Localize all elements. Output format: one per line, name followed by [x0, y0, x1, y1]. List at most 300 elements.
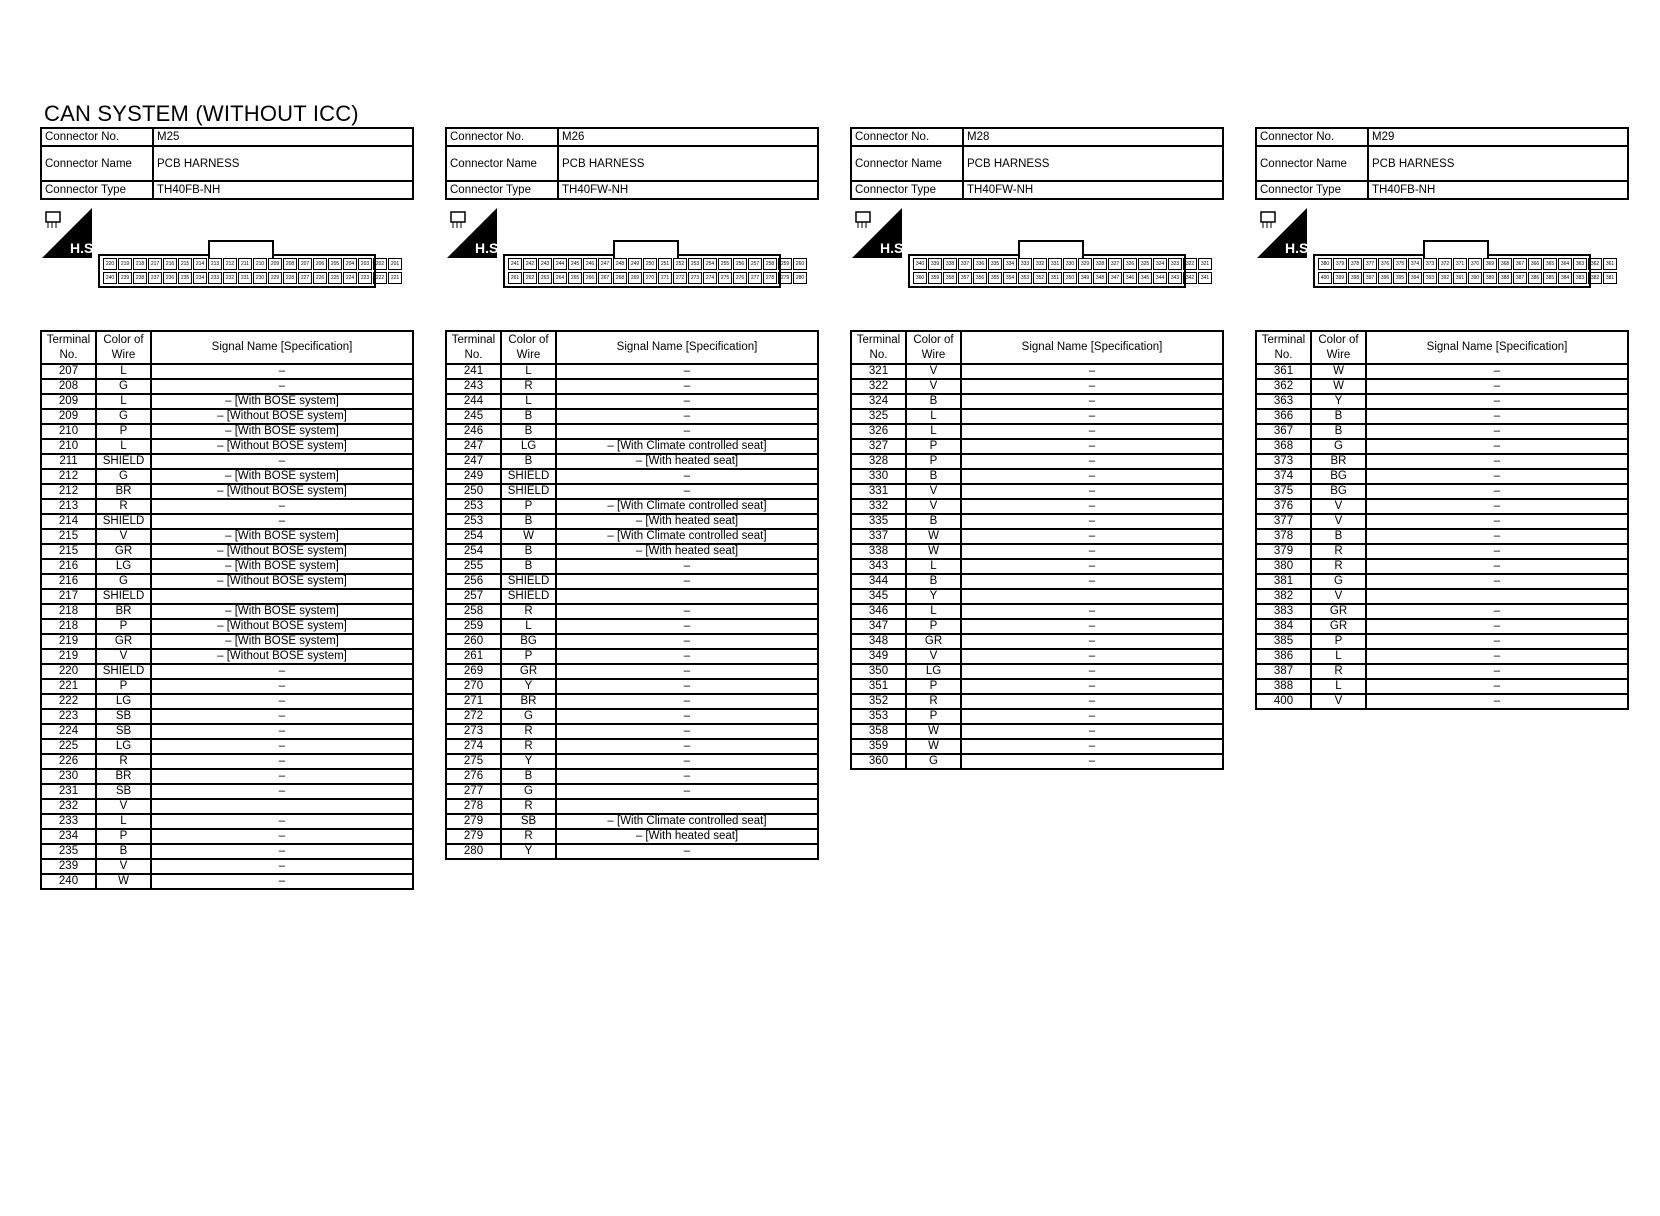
cavity: 381: [1603, 272, 1617, 284]
table-row: [41, 529, 413, 544]
signal-name: –: [1366, 604, 1628, 619]
terminal-no: 274: [446, 739, 501, 754]
wire-color: P: [1311, 634, 1366, 649]
terminal-no: 207: [41, 364, 96, 379]
color-of-wire-header: Color of Wire: [96, 331, 151, 364]
cavity: 394: [1408, 272, 1422, 284]
table-row: [446, 634, 818, 649]
wire-color: R: [1311, 559, 1366, 574]
cavity: 345: [1138, 272, 1152, 284]
wire-color: P: [96, 619, 151, 634]
signal-name: – [With Climate controlled seat]: [556, 439, 818, 454]
terminal-no: 246: [446, 424, 501, 439]
terminal-no: 245: [446, 409, 501, 424]
terminal-no: 232: [41, 799, 96, 814]
cavity: 201: [388, 258, 402, 270]
table-row: [41, 454, 413, 469]
cavity: 337: [958, 258, 972, 270]
signal-name: –: [151, 694, 413, 709]
wire-color: V: [906, 484, 961, 499]
cavity: 257: [748, 258, 762, 270]
cavity: 202: [373, 258, 387, 270]
cavity: 251: [658, 258, 672, 270]
cavity: 361: [1603, 258, 1617, 270]
terminal-no-header: Terminal No.: [41, 331, 96, 364]
terminal-no: 383: [1256, 604, 1311, 619]
terminal-no: 324: [851, 394, 906, 409]
terminal-no: 226: [41, 754, 96, 769]
connector-body: [98, 254, 400, 288]
terminal-no: 231: [41, 784, 96, 799]
table-row: [851, 394, 1223, 409]
signal-name: –: [151, 739, 413, 754]
table-row: [851, 439, 1223, 454]
wire-color: R: [501, 739, 556, 754]
signal-name: –: [151, 379, 413, 394]
table-row: [1256, 439, 1628, 454]
connector-type-label: Connector Type: [851, 181, 963, 199]
signal-name: – [With heated seat]: [556, 829, 818, 844]
signal-name: –: [151, 514, 413, 529]
signal-name: – [Without BOSE system]: [151, 439, 413, 454]
terminal-no: 332: [851, 499, 906, 514]
cavity: 215: [178, 258, 192, 270]
terminal-no: 326: [851, 424, 906, 439]
table-row: [851, 454, 1223, 469]
signal-name: –: [961, 634, 1223, 649]
cavity: 330: [1063, 258, 1077, 270]
terminal-no: 222: [41, 694, 96, 709]
wire-color: P: [501, 499, 556, 514]
connector-lock-tab: [1018, 240, 1084, 258]
cavity: 252: [673, 258, 687, 270]
signal-name: –: [1366, 484, 1628, 499]
connector-name-value: PCB HARNESS: [153, 146, 413, 181]
terminal-no: 385: [1256, 634, 1311, 649]
signal-name: –: [151, 499, 413, 514]
wire-color: L: [906, 604, 961, 619]
wire-color: L: [96, 394, 151, 409]
connector-header: [445, 127, 819, 200]
connector-header: [850, 127, 1224, 200]
table-row: [446, 754, 818, 769]
wire-color: L: [1311, 649, 1366, 664]
connector-lock-tab: [208, 240, 274, 258]
wire-color: R: [96, 499, 151, 514]
cavity: 338: [943, 258, 957, 270]
signal-name: –: [151, 874, 413, 889]
wire-color: LG: [501, 439, 556, 454]
wire-color: B: [906, 394, 961, 409]
wire-color: R: [501, 724, 556, 739]
wire-color: L: [906, 409, 961, 424]
cavity: 329: [1078, 258, 1092, 270]
cavity: 386: [1528, 272, 1542, 284]
terminal-no: 374: [1256, 469, 1311, 484]
cavity: 277: [748, 272, 762, 284]
cavity: 327: [1108, 258, 1122, 270]
signal-name: – [With Climate controlled seat]: [556, 499, 818, 514]
cavity: 261: [508, 272, 522, 284]
table-row: [446, 589, 818, 604]
terminal-no: 209: [41, 394, 96, 409]
signal-name: – [With BOSE system]: [151, 604, 413, 619]
signal-name: [556, 799, 818, 814]
signal-name: –: [556, 634, 818, 649]
cavity: 268: [613, 272, 627, 284]
terminal-no: 379: [1256, 544, 1311, 559]
table-row: [1256, 394, 1628, 409]
wire-color: R: [501, 379, 556, 394]
signal-name: –: [1366, 439, 1628, 454]
cavity: 218: [133, 258, 147, 270]
cavity: 324: [1153, 258, 1167, 270]
terminal-no: 218: [41, 604, 96, 619]
table-row: [1256, 544, 1628, 559]
terminal-no: 361: [1256, 364, 1311, 379]
signal-name: –: [1366, 454, 1628, 469]
wire-color: BR: [1311, 454, 1366, 469]
signal-name: –: [556, 844, 818, 859]
terminal-no: 254: [446, 544, 501, 559]
signal-name: –: [961, 379, 1223, 394]
wire-color: P: [501, 649, 556, 664]
cavity: 358: [943, 272, 957, 284]
signal-name: –: [556, 379, 818, 394]
wire-color: SB: [96, 784, 151, 799]
signal-name: – [With heated seat]: [556, 544, 818, 559]
signal-name: –: [1366, 364, 1628, 379]
terminal-no: 368: [1256, 439, 1311, 454]
table-row: [1256, 574, 1628, 589]
signal-name: –: [151, 829, 413, 844]
cavity: 374: [1408, 258, 1422, 270]
cavity: 389: [1483, 272, 1497, 284]
table-row: [1256, 559, 1628, 574]
signal-name: –: [556, 424, 818, 439]
wire-color: SHIELD: [501, 589, 556, 604]
terminal-no: 270: [446, 679, 501, 694]
cavity: 273: [688, 272, 702, 284]
cavity: 246: [583, 258, 597, 270]
wire-color: G: [906, 754, 961, 769]
signal-name-header: Signal Name [Specification]: [1366, 331, 1628, 364]
wire-color: R: [906, 694, 961, 709]
table-row: [41, 844, 413, 859]
wire-color: B: [906, 574, 961, 589]
signal-name: –: [556, 709, 818, 724]
terminal-no: 328: [851, 454, 906, 469]
signal-name: [556, 589, 818, 604]
table-row: [446, 469, 818, 484]
signal-name: [151, 799, 413, 814]
cavity: 237: [148, 272, 162, 284]
wire-color: BR: [96, 484, 151, 499]
cavity: 335: [988, 258, 1002, 270]
cavity: 263: [538, 272, 552, 284]
signal-name: –: [556, 679, 818, 694]
table-row: [851, 634, 1223, 649]
terminal-no: 350: [851, 664, 906, 679]
table-row: [446, 529, 818, 544]
wire-color: G: [1311, 574, 1366, 589]
connector-no-label: Connector No.: [41, 128, 153, 146]
connector-name-label: Connector Name: [41, 146, 153, 181]
cavity: 207: [298, 258, 312, 270]
signal-name: –: [556, 469, 818, 484]
terminal-no: 345: [851, 589, 906, 604]
connector-type-value: TH40FW-NH: [558, 181, 818, 199]
table-row: [41, 859, 413, 874]
terminal-table: [850, 330, 1224, 770]
cavity: 226: [313, 272, 327, 284]
table-row: [1256, 679, 1628, 694]
signal-name: –: [151, 784, 413, 799]
table-row: [41, 484, 413, 499]
cavity: 214: [193, 258, 207, 270]
wire-color: SHIELD: [96, 514, 151, 529]
signal-name: [961, 589, 1223, 604]
terminal-no: 210: [41, 439, 96, 454]
hs-badge-label: H.S.: [475, 240, 503, 256]
signal-name: –: [961, 754, 1223, 769]
cavity: 375: [1393, 258, 1407, 270]
table-row: [1256, 364, 1628, 379]
wire-color: W: [1311, 364, 1366, 379]
terminal-no: 239: [41, 859, 96, 874]
table-row: [851, 529, 1223, 544]
connector-name-value: PCB HARNESS: [558, 146, 818, 181]
wire-color: L: [501, 619, 556, 634]
cavity: 231: [238, 272, 252, 284]
terminal-no: 253: [446, 514, 501, 529]
signal-name: –: [961, 739, 1223, 754]
cavity: 245: [568, 258, 582, 270]
wire-color: SHIELD: [501, 469, 556, 484]
cavity: 366: [1528, 258, 1542, 270]
table-row: [1256, 649, 1628, 664]
harness-side-icon: [42, 208, 98, 258]
cavity: 379: [1333, 258, 1347, 270]
terminal-no: 376: [1256, 499, 1311, 514]
wire-color: R: [1311, 664, 1366, 679]
table-row: [41, 724, 413, 739]
cavity: 270: [643, 272, 657, 284]
terminal-no: 215: [41, 529, 96, 544]
cavity: 365: [1543, 258, 1557, 270]
wire-color: L: [906, 424, 961, 439]
signal-name: –: [556, 769, 818, 784]
table-row: [41, 694, 413, 709]
connector-header: [1255, 127, 1629, 200]
signal-name: –: [961, 664, 1223, 679]
wire-color: L: [906, 559, 961, 574]
wire-color: GR: [96, 544, 151, 559]
cavity: 383: [1573, 272, 1587, 284]
signal-name: – [Without BOSE system]: [151, 649, 413, 664]
wire-color: W: [906, 739, 961, 754]
wire-color: V: [906, 364, 961, 379]
connector-type-value: TH40FB-NH: [1368, 181, 1628, 199]
harness-side-icon: [852, 208, 908, 258]
table-row: [41, 739, 413, 754]
signal-name: –: [556, 619, 818, 634]
wire-color: W: [96, 874, 151, 889]
connector-body: [908, 254, 1210, 288]
terminal-no: 353: [851, 709, 906, 724]
terminal-no: 250: [446, 484, 501, 499]
table-row: [41, 634, 413, 649]
wire-color: B: [1311, 409, 1366, 424]
connector-lock-tab: [613, 240, 679, 258]
table-row: [446, 844, 818, 859]
cavity: 326: [1123, 258, 1137, 270]
terminal-no: 377: [1256, 514, 1311, 529]
signal-name: –: [1366, 634, 1628, 649]
signal-name: – [Without BOSE system]: [151, 409, 413, 424]
signal-name: –: [556, 484, 818, 499]
cavity: 253: [688, 258, 702, 270]
terminal-no: 259: [446, 619, 501, 634]
cavity: 225: [328, 272, 342, 284]
connector-body: [503, 254, 805, 288]
table-row: [446, 709, 818, 724]
terminal-no: 276: [446, 769, 501, 784]
wire-color: GR: [96, 634, 151, 649]
cavity: 376: [1378, 258, 1392, 270]
signal-name: –: [1366, 424, 1628, 439]
wire-color: L: [501, 394, 556, 409]
table-row: [1256, 454, 1628, 469]
wire-color: P: [96, 424, 151, 439]
wire-color: B: [906, 469, 961, 484]
wire-color: B: [501, 424, 556, 439]
signal-name: – [With BOSE system]: [151, 529, 413, 544]
cavity: 243: [538, 258, 552, 270]
wire-color: G: [96, 469, 151, 484]
table-row: [41, 754, 413, 769]
wire-color: B: [501, 544, 556, 559]
cavity: 211: [238, 258, 252, 270]
terminal-no: 337: [851, 529, 906, 544]
signal-name: –: [556, 694, 818, 709]
wire-color: W: [906, 724, 961, 739]
cavity: 398: [1348, 272, 1362, 284]
signal-name: – [With BOSE system]: [151, 424, 413, 439]
terminal-no: 343: [851, 559, 906, 574]
connector-diagram: [1255, 200, 1629, 330]
cavity: 274: [703, 272, 717, 284]
cavity: 354: [1003, 272, 1017, 284]
cavity: 387: [1513, 272, 1527, 284]
cavity: 244: [553, 258, 567, 270]
table-row: [851, 484, 1223, 499]
terminal-no: 235: [41, 844, 96, 859]
terminal-no: 210: [41, 424, 96, 439]
wire-color: G: [96, 409, 151, 424]
table-row: [851, 709, 1223, 724]
signal-name: –: [151, 664, 413, 679]
signal-name: –: [961, 649, 1223, 664]
page-title: CAN SYSTEM (WITHOUT ICC): [44, 101, 359, 126]
table-row: [41, 829, 413, 844]
color-of-wire-header: Color of Wire: [1311, 331, 1366, 364]
table-row: [446, 409, 818, 424]
wire-color: B: [1311, 529, 1366, 544]
cavity: 223: [358, 272, 372, 284]
table-row: [851, 679, 1223, 694]
cavity: 221: [388, 272, 402, 284]
signal-name: –: [961, 394, 1223, 409]
signal-name: – [With heated seat]: [556, 514, 818, 529]
wire-color: B: [1311, 424, 1366, 439]
wire-color: GR: [906, 634, 961, 649]
terminal-table: [1255, 330, 1629, 710]
terminal-no: 384: [1256, 619, 1311, 634]
cavity: 380: [1318, 258, 1332, 270]
cavity: 341: [1198, 272, 1212, 284]
terminal-no: 279: [446, 814, 501, 829]
signal-name-header: Signal Name [Specification]: [151, 331, 413, 364]
terminal-no: 209: [41, 409, 96, 424]
wire-color: W: [501, 529, 556, 544]
table-row: [446, 664, 818, 679]
cavity: 369: [1483, 258, 1497, 270]
cavity: 368: [1498, 258, 1512, 270]
wire-color: L: [1311, 679, 1366, 694]
signal-name: –: [151, 454, 413, 469]
signal-name: –: [556, 784, 818, 799]
terminal-no: 219: [41, 649, 96, 664]
terminal-no: 240: [41, 874, 96, 889]
terminal-no: 382: [1256, 589, 1311, 604]
cavity: 228: [283, 272, 297, 284]
table-row: [851, 649, 1223, 664]
terminal-no: 223: [41, 709, 96, 724]
terminal-no: 260: [446, 634, 501, 649]
cavity: 271: [658, 272, 672, 284]
cavity: 241: [508, 258, 522, 270]
wire-color: G: [501, 784, 556, 799]
table-row: [446, 739, 818, 754]
table-row: [446, 454, 818, 469]
signal-name: –: [961, 619, 1223, 634]
cavity: 363: [1573, 258, 1587, 270]
table-row: [1256, 694, 1628, 709]
connector-name-label: Connector Name: [1256, 146, 1368, 181]
terminal-no: 254: [446, 529, 501, 544]
table-row: [1256, 424, 1628, 439]
wire-color: LG: [96, 739, 151, 754]
signal-name: –: [151, 709, 413, 724]
table-row: [1256, 499, 1628, 514]
terminal-no: 244: [446, 394, 501, 409]
table-row: [446, 769, 818, 784]
terminal-no: 378: [1256, 529, 1311, 544]
terminal-no: 363: [1256, 394, 1311, 409]
terminal-no: 214: [41, 514, 96, 529]
hs-badge-label: H.S.: [1285, 240, 1313, 256]
table-row: [1256, 379, 1628, 394]
cavity: 388: [1498, 272, 1512, 284]
signal-name: –: [961, 709, 1223, 724]
connector-type-label: Connector Type: [1256, 181, 1368, 199]
wire-color: B: [906, 514, 961, 529]
wire-color: G: [96, 379, 151, 394]
wire-color: LG: [96, 559, 151, 574]
table-row: [851, 514, 1223, 529]
terminal-no: 360: [851, 754, 906, 769]
